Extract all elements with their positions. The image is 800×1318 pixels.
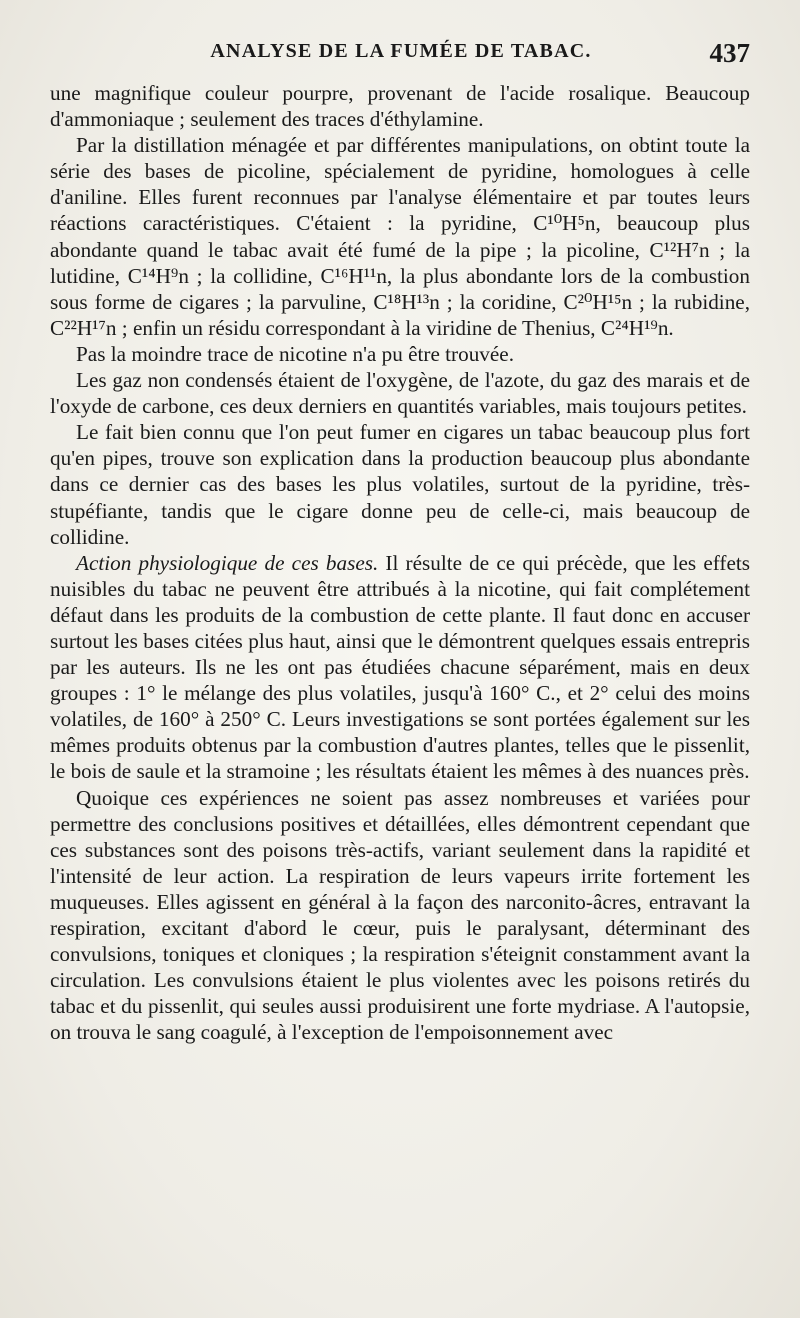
paragraph-1: une magnifique couleur pourpre, provenant de l'acide rosalique. Beaucoup d'ammoniaque ; seulement des traces d'éthylamine. (50, 81, 750, 132)
paragraph-5: Le fait bien connu que l'on peut fumer en cigares un tabac beaucoup plus fort qu'en pipes, trouve son explication dans la production beaucoup plus abondante dans ce dernier cas des bases les plus volatiles, surtout de la pyridine, très-stupéfiante, tandis que le cigare donne peu de celle-ci, mais beaucoup de collidine. (50, 420, 750, 549)
paragraph-2: Par la distillation ménagée et par différentes manipulations, on obtint toute la série des bases de picoline, spécialement de pyridine, homologues à celle d'aniline. Elles furent reconnues par l'analyse élémentaire et par toutes leurs réactions caractéristiques. C'étaient : la pyridine, C¹⁰H⁵n, beaucoup plus abondante quand le tabac avait été fumé de la pipe ; la picoline, C¹²H⁷n ; la lutidine, C¹⁴H⁹n ; la collidine, C¹⁶H¹¹n, la plus abondante lors de la combustion sous forme de cigares ; la parvuline, C¹⁸H¹³n ; la coridine, C²⁰H¹⁵n ; la rubidine, C²²H¹⁷n ; enfin un résidu correspondant à la viridine de Thenius, C²⁴H¹⁹n. (50, 133, 750, 340)
page-number: 437 (709, 38, 750, 68)
paragraph-6: Action physiologique de ces bases. Il résulte de ce qui précède, que les effets nuisibles du tabac ne peuvent être attribués à la nicotine, qui fait complétement défaut dans les produits de la combustion de cette plante. Il faut donc en accuser surtout les bases citées plus haut, ainsi que le démontrent quelques essais entrepris par les auteurs. Ils ne les ont pas étudiées chacune séparément, mais en deux groupes : 1° le mélange des plus volatiles, jusqu'à 160° C., et 2° celui des moins volatiles, de 160° à 250° C. Leurs investigations se sont portées également sur les mêmes produits obtenus par la combustion d'autres plantes, telles que le pissenlit, le bois de saule et la stramoine ; les résultats étaient les mêmes à des nuances près. (50, 550, 750, 784)
running-title: ANALYSE DE LA FUMÉE DE TABAC. (210, 40, 592, 62)
paragraph-4: Les gaz non condensés étaient de l'oxygène, de l'azote, du gaz des marais et de l'oxyde de carbone, ces deux derniers en quantités variables, mais toujours petites. (50, 368, 750, 419)
body-text (50, 80, 750, 1045)
paragraph-3: Pas la moindre trace de nicotine n'a pu être trouvée. (76, 341, 514, 366)
section-heading: Action physiologique de ces bases. (76, 550, 379, 575)
paragraph-7: Quoique ces expériences ne soient pas assez nombreuses et variées pour permettre des conclusions positives et détaillées, elles démontrent cependant que ces substances sont des poisons très-actifs, variant seulement dans la rapidité et l'intensité de leur action. La respiration de leurs vapeurs irrite fortement les muqueuses. Elles agissent en général à la façon des narconito-âcres, entravant la respiration, excitant d'abord le cœur, puis le paralysant, déterminant des convulsions, toniques et cloniques ; la respiration s'éteignit constamment avant la circulation. Les convulsions étaient le plus violentes avec les poisons retirés du tabac et du pissenlit, qui seules aussi produisirent une forte mydriase. A l'autopsie, on trouva le sang coagulé, à l'exception de l'empoisonnement avec (50, 785, 750, 1045)
page-header (48, 38, 754, 72)
